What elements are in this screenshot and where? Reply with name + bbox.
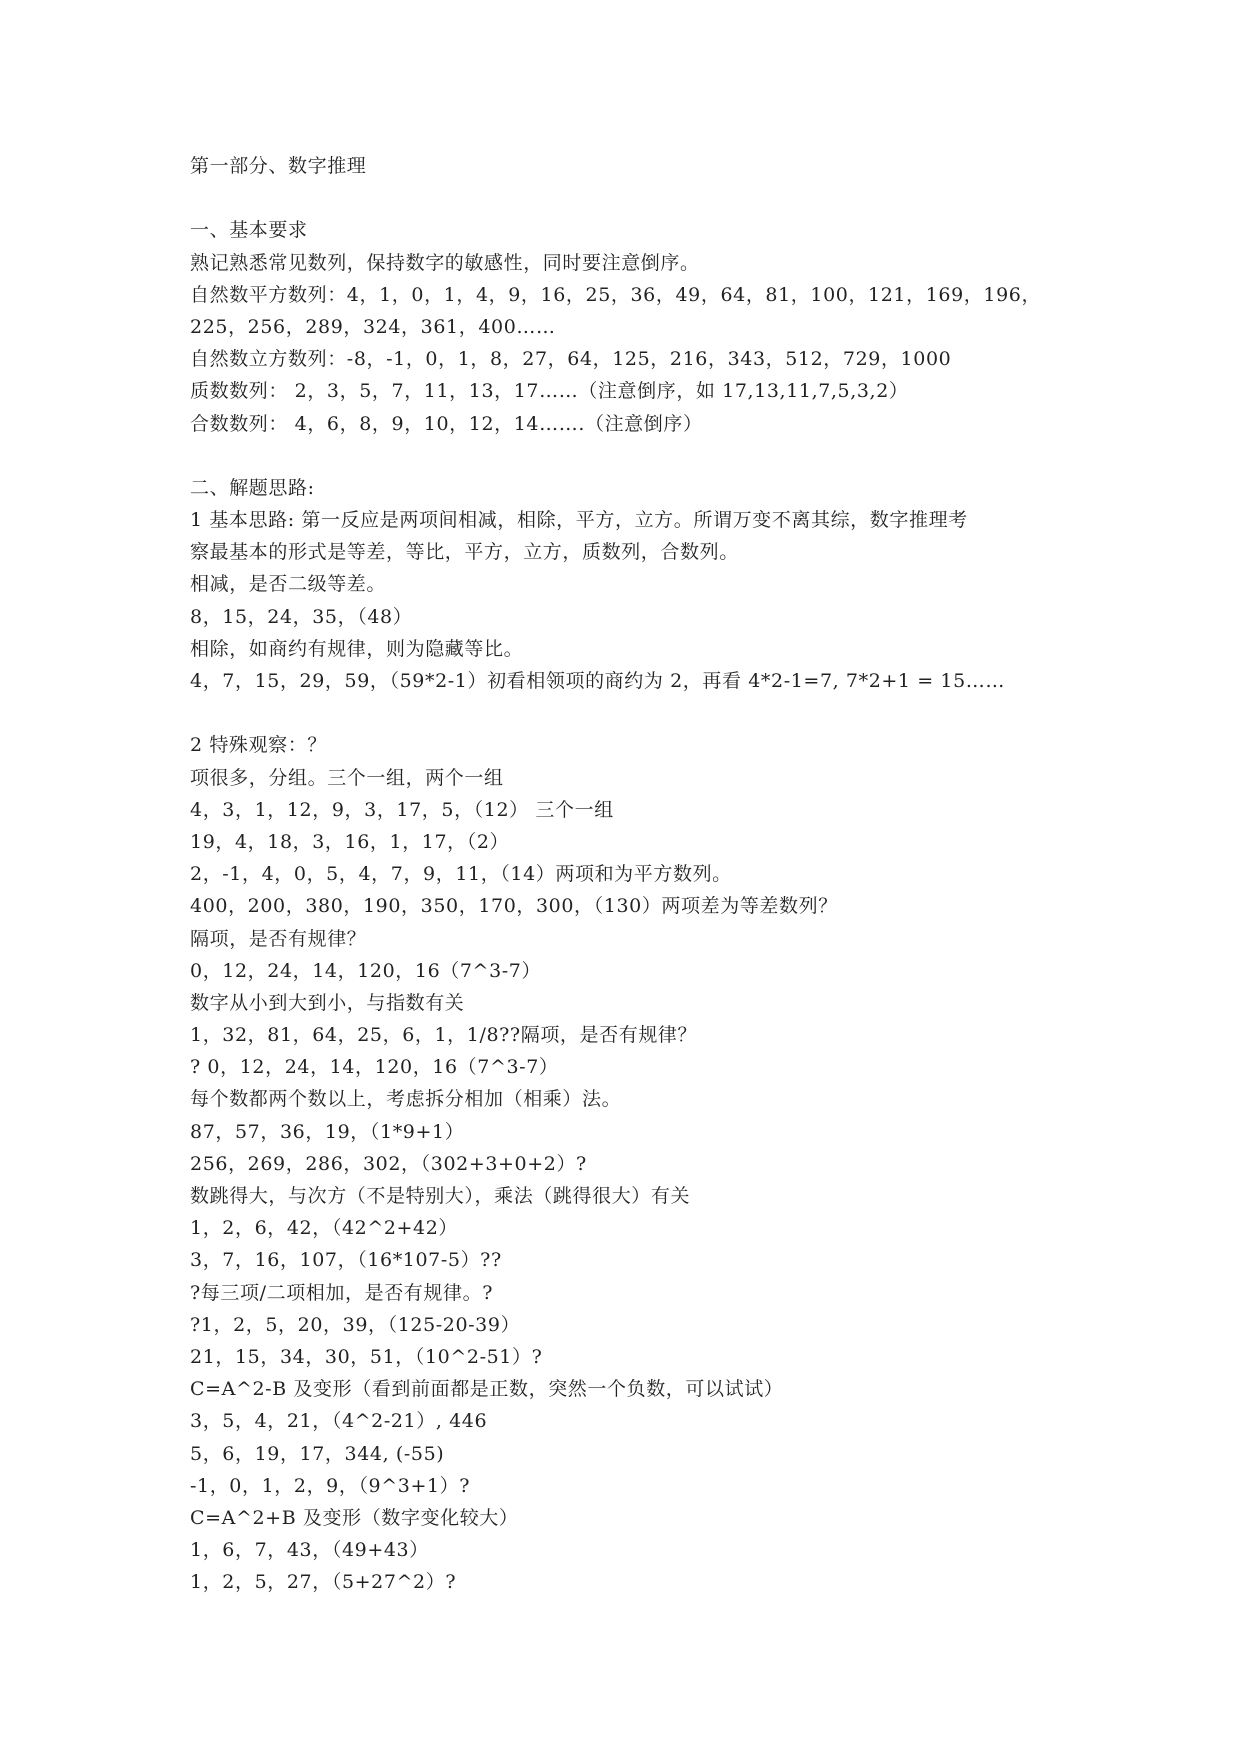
text-line: 自然数立方数列：-8，-1，0，1，8，27，64，125，216，343，512，729，1000	[190, 348, 952, 371]
section-heading-solving-approach: 二、解题思路:	[190, 476, 315, 499]
text-line: ? 0，12，24，14，120，16（7^3-7）	[190, 1056, 559, 1079]
text-line: C=A^2-B 及变形（看到前面都是正数，突然一个负数，可以试试）	[190, 1378, 784, 1401]
blank-line	[190, 697, 1090, 729]
text-line: 1，32，81，64，25，6，1，1/8??隔项，是否有规律？	[190, 1024, 698, 1047]
text-line: 1，2，6，42，（42^2+42）	[190, 1217, 459, 1240]
text-line: 256，269，286，302，（302+3+0+2）?	[190, 1152, 587, 1175]
text-line: 5，6，19，17，344, (-55)	[190, 1442, 445, 1465]
blank-line	[190, 440, 1090, 472]
text-line: 3，5，4，21，（4^2-21）, 446	[190, 1410, 488, 1433]
text-line: 项很多，分组。三个一组，两个一组	[190, 766, 504, 789]
text-line: -1，0，1，2，9，（9^3+1）?	[190, 1474, 471, 1497]
text-line: 每个数都两个数以上，考虑拆分相加（相乘）法。	[190, 1088, 622, 1111]
text-line: 1 基本思路: 第一反应是两项间相减，相除，平方，立方。所谓万变不离其综，数字推理考	[190, 509, 968, 532]
text-line: 相除，如商约有规律，则为隐藏等比。	[190, 637, 524, 660]
text-line: 1，6，7，43，（49+43）	[190, 1539, 429, 1562]
document-body	[190, 150, 1090, 1598]
text-line: C=A^2+B 及变形（数字变化较大）	[190, 1506, 519, 1529]
blank-line	[190, 182, 1090, 214]
text-line: 3，7，16，107，（16*107-5）??	[190, 1249, 502, 1272]
text-line: 质数数列： 2，3，5，7，11，13，17……（注意倒序，如 17,13,11,7,5,3,2）	[190, 380, 909, 403]
text-line: 合数数列： 4，6，8，9，10，12，14…….（注意倒序）	[190, 412, 703, 435]
text-line: 0，12，24，14，120，16（7^3-7）	[190, 959, 542, 982]
section-heading-basic-requirements: 一、基本要求	[190, 219, 308, 242]
text-line: 察最基本的形式是等差，等比，平方，立方，质数列，合数列。	[190, 541, 739, 564]
text-line: 自然数平方数列：4，1，0，1，4，9，16，25，36，49，64，81，100，121，169，196，	[190, 283, 1042, 306]
text-line: 1，2，5，27，（5+27^2）?	[190, 1571, 457, 1594]
text-line: 数字从小到大到小，与指数有关	[190, 991, 465, 1014]
text-line: 数跳得大，与次方（不是特别大），乘法（跳得很大）有关	[190, 1185, 691, 1207]
text-line: ?每三项/二项相加，是否有规律。?	[190, 1281, 493, 1304]
text-line: 4，3，1，12，9，3，17，5，（12） 三个一组	[190, 798, 614, 821]
text-line: 4，7，15，29，59，（59*2-1）初看相领项的商约为 2，再看 4*2-1=7, 7*2+1 = 15……	[190, 670, 1005, 692]
text-line: ?1，2，5，20，39，（125-20-39）	[190, 1313, 521, 1336]
text-line: 400，200，380，190，350，170，300，（130）两项差为等差数列？	[190, 895, 838, 918]
text-line: 87，57，36，19，（1*9+1）	[190, 1120, 465, 1143]
text-line: 2 特殊观察：？	[190, 734, 327, 757]
text-line: 8，15，24，35，（48）	[190, 605, 413, 628]
text-line: 熟记熟悉常见数列，保持数字的敏感性，同时要注意倒序。	[190, 251, 700, 274]
text-line: 225，256，289，324，361，400……	[190, 315, 556, 338]
text-line: 21，15，34，30，51，（10^2-51）?	[190, 1345, 543, 1368]
text-line: 2，-1，4，0，5，4，7，9，11，（14）两项和为平方数列。	[190, 863, 732, 886]
document-title: 第一部分、数字推理	[190, 155, 367, 177]
text-line: 隔项，是否有规律？	[190, 927, 367, 950]
text-line: 19，4，18，3，16，1，17，（2）	[190, 830, 510, 853]
text-line: 相减，是否二级等差。	[190, 573, 387, 596]
